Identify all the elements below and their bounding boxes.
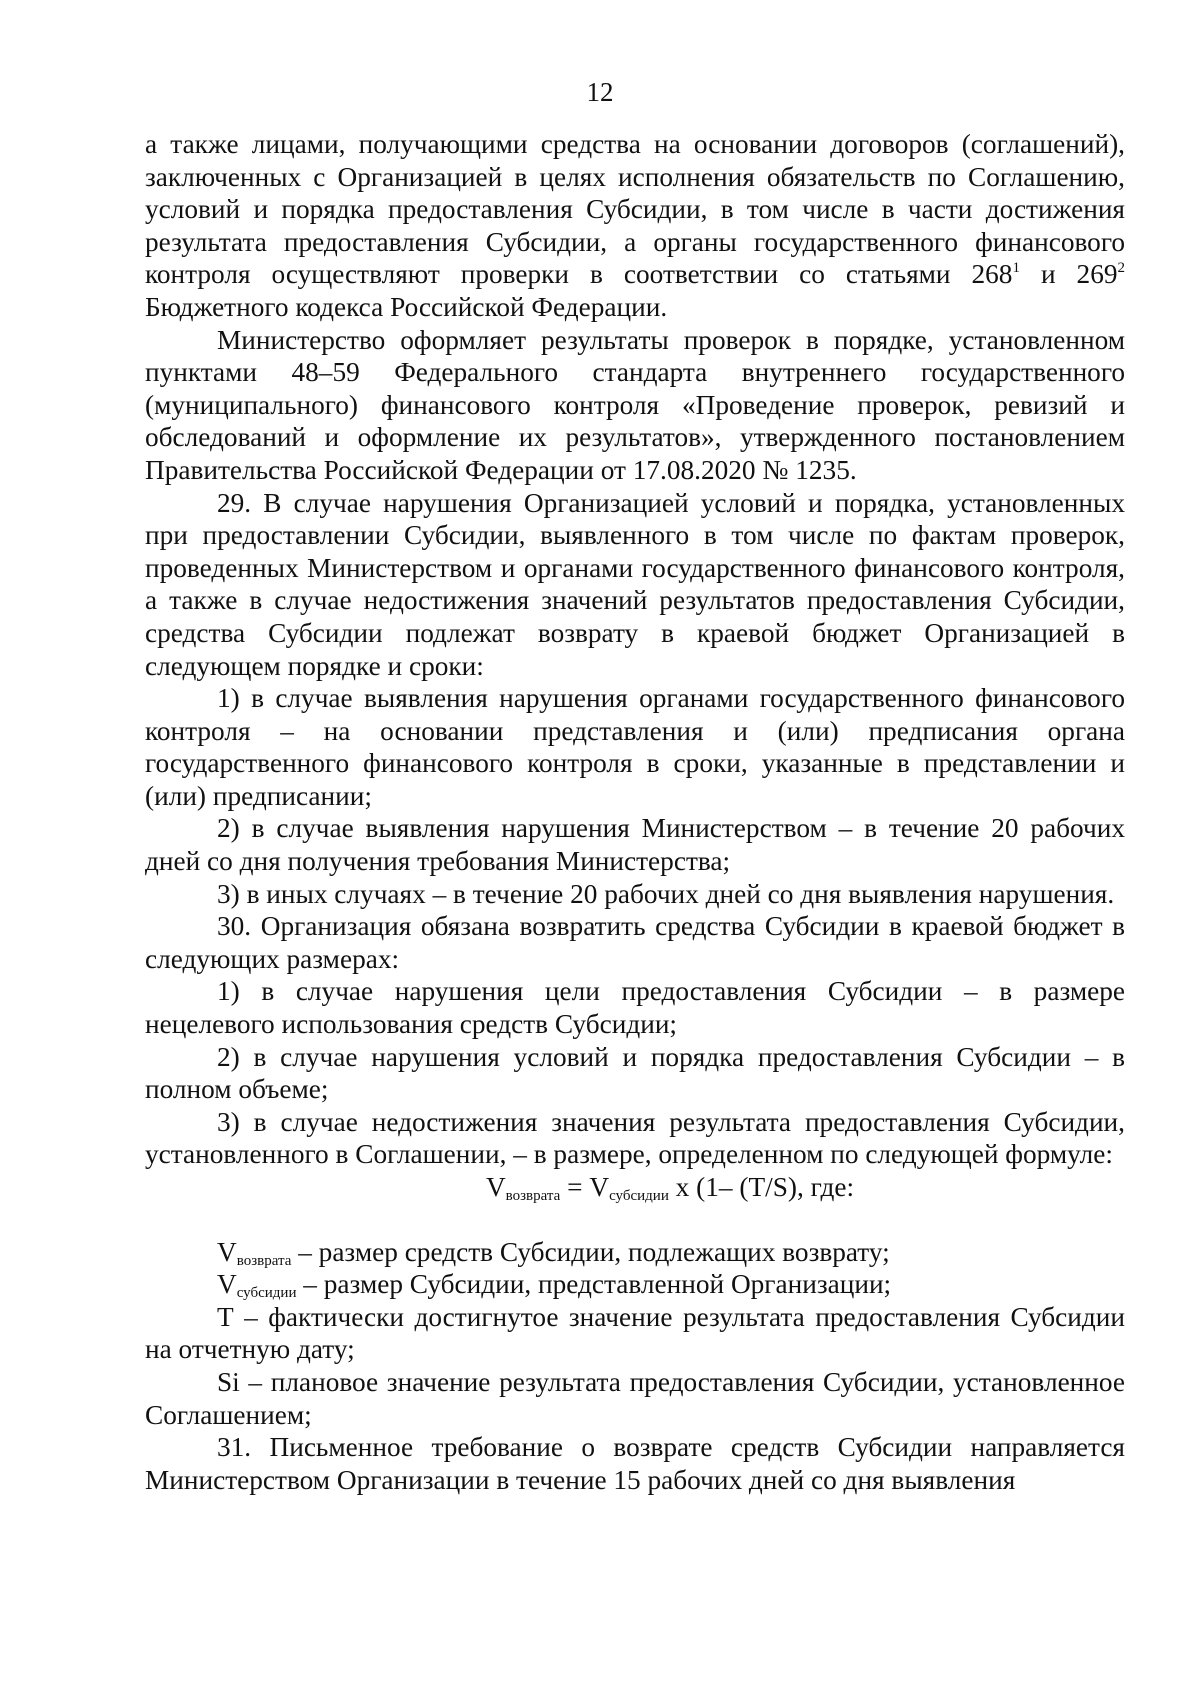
definition-v-return: $V_{возврата}$ – размер средств Субсидии, подлежащих возврату; <box>217 1236 890 1269</box>
paragraph-text: Бюджетного кодекса Российской Федерации. <box>145 291 668 322</box>
paragraph-30-item-2: 2) в случае нарушения условий и порядка предоставления Субсидии – в полном объеме; <box>145 1041 1125 1105</box>
footnote-superscript: 2 <box>1117 260 1125 277</box>
definition-subscript: возврата <box>236 1252 292 1269</box>
paragraph-text: а также лицами, получающими средства на основании договоров (соглашений), заключенных с Организацией в целях исполнения обязательств по Соглашению, условий и порядка предоставления Субсидии, в том числе в части достижения результата предоставления Субсидии, а органы государственного финансового контроля осуществляют проверки в соответствии со статьями 268 <box>145 129 1125 290</box>
paragraph-29-item-1: 1) в случае выявления нарушения органами государственного финансового контроля – на основании представления и (или) предписания органа государственного финансового контроля в сроки, указанные в представлении и (или) предписании; <box>145 683 1125 811</box>
paragraph-text: и 269 <box>1019 259 1118 290</box>
page-number: 12 <box>586 77 614 107</box>
paragraph-30-item-3: 3) в случае недостижения значения результата предоставления Субсидии, установленного в Соглашении, – в размере, определенном по следующей формуле: <box>145 1106 1125 1170</box>
paragraph-ministry-checks: Министерство оформляет результаты проверок в порядке, установленном пунктами 48–59 Федерального стандарта внутреннего государственного (муниципального) финансового контроля «Проведение проверок, ревизий и обследований и оформление их результатов», утвержденного постановлением Правительства Российской Федерации от 17.08.2020 № 1235. <box>145 324 1125 485</box>
paragraph-31: 31. Письменное требование о возврате средств Субсидии направляется Министерством Организации в течение 15 рабочих дней со дня выявления <box>145 1432 1125 1495</box>
definition-t: Т – фактически достигнутое значение результата предоставления Субсидии на отчетную дату; <box>145 1301 1125 1365</box>
definition-v-subsidy: $V_{субсидии}$ – размер Субсидии, представленной Организации; <box>217 1269 892 1302</box>
document-body <box>145 128 1125 1496</box>
paragraph-29: 29. В случае нарушения Организацией условий и порядка, установленных при предоставлении Субсидии, выявленного в том числе по фактам проверок, проведенных Министерством и органами государственного финансового контроля, а также в случае недостижения значений результатов предоставления Субсидии, средства Субсидии подлежат возврату в краевой бюджет Организацией в следующем порядке и сроки: <box>145 487 1125 681</box>
formula-subscript: возврата <box>505 1188 561 1204</box>
paragraph-29-item-2: 2) в случае выявления нарушения Министерством – в течение 20 рабочих дней со дня получения требования Министерства; <box>145 813 1125 877</box>
footnote-superscript: 1 <box>1012 260 1020 277</box>
paragraph-29-item-3: 3) в иных случаях – в течение 20 рабочих дней со дня выявления нарушения. <box>217 878 1115 909</box>
definition-subscript: субсидии <box>236 1285 297 1302</box>
paragraph-30: 30. Организация обязана возвратить средства Субсидии в краевой бюджет в следующих размерах: <box>145 911 1125 974</box>
definition-si: Si – плановое значение результата предоставления Субсидии, установленное Соглашением; <box>145 1366 1125 1430</box>
spacer <box>145 1204 1125 1236</box>
formula-subscript: субсидии <box>609 1188 669 1204</box>
paragraph-continuation <box>145 128 1125 324</box>
paragraph-30-item-1: 1) в случае нарушения цели предоставления Субсидии – в размере нецелевого использования средств Субсидии; <box>145 976 1125 1040</box>
return-formula: $V_{возврата} = V_{субсидии}$ х (1– (T/S), где: <box>485 1172 855 1204</box>
